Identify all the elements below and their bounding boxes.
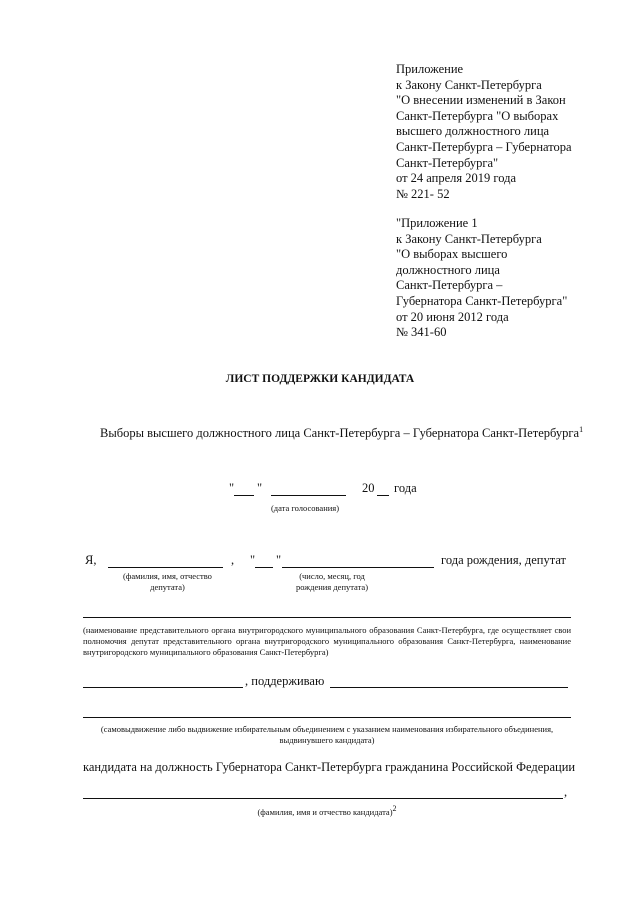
date-year-suffix: года [394, 481, 417, 495]
appendix-line: Санкт-Петербурга – Губернатора [396, 139, 572, 154]
candidate-end-comma: , [564, 785, 568, 799]
date-quote-close: " [257, 481, 263, 495]
deputy-name-field[interactable] [108, 567, 223, 568]
comma: , [231, 553, 235, 567]
birth-quote-open: " [250, 553, 256, 567]
date-year-prefix: 20 [362, 481, 375, 495]
nomination-caption: (самовыдвижение либо выдвижение избирательным объединением с указанием наименования избирательного объединения, выдвинувшего кандидата) [100, 724, 554, 745]
appendix1-line: Губернатора Санкт-Петербурга" [396, 293, 568, 308]
candidate-name-field[interactable] [83, 798, 563, 799]
candidate-caption [83, 803, 571, 818]
date-month-field[interactable] [271, 495, 346, 496]
birth-quote-close: " [276, 553, 282, 567]
birth-suffix: года рождения, депутат [441, 553, 566, 567]
elections-text: Выборы высшего должностного лица Санкт-Петербурга – Губернатора Санкт-Петербурга [100, 426, 580, 441]
appendix-line: № 221- 52 [396, 186, 450, 201]
candidate-caption-text: (фамилия, имя и отчество кандидата) [257, 806, 393, 817]
ya-label: Я, [85, 553, 97, 567]
form-title: ЛИСТ ПОДДЕРЖКИ КАНДИДАТА [225, 373, 415, 385]
appendix1-line: должностного лица [396, 262, 500, 277]
fio-deputy-caption: (фамилия, имя, отчество депутата) [123, 571, 212, 592]
appendix1-line: к Закону Санкт-Петербурга [396, 231, 542, 246]
date-quote-open: " [229, 481, 235, 495]
appendix-line: от 24 апреля 2019 года [396, 171, 517, 186]
appendix-line: "О внесении изменений в Закон [396, 93, 566, 108]
footnote-1: 1 [579, 425, 584, 434]
support-word: , поддерживаю [245, 674, 325, 688]
appendix1-line: "О выборах высшего [396, 247, 508, 262]
birth-caption: (число, месяц, год рождения депутата) [295, 571, 369, 592]
appendix-line: Санкт-Петербурга" [396, 155, 499, 170]
birth-day-field[interactable] [255, 567, 273, 568]
appendix-line: Санкт-Петербурга "О выборах [396, 108, 559, 123]
appendix-line: высшего должностного лица [396, 124, 550, 139]
candidate-line: кандидата на должность Губернатора Санкт-Петербурга гражданина Российской Федерации [83, 760, 576, 774]
body-caption: (наименование представительного органа внутригородского муниципального образования Санкт-Петербурга, где осуществляет свои полномочия депутат представительного органа внутригородского муниципального образования Санкт-Петербурга, наименование внутригородского муниципального образования Санкт-Петербурга) [83, 625, 571, 657]
elections-line [100, 425, 583, 441]
date-year-field[interactable] [377, 495, 389, 496]
footnote-2: 2 [392, 804, 397, 813]
date-caption: (дата голосования) [270, 503, 340, 513]
appendix-block [396, 62, 572, 202]
appendix1-line: № 341-60 [396, 325, 447, 340]
support-field-right[interactable] [330, 687, 568, 688]
body-name-field[interactable] [83, 617, 571, 618]
nomination-field[interactable] [83, 717, 571, 718]
date-day-field[interactable] [234, 495, 254, 496]
appendix1-line: от 20 июня 2012 года [396, 309, 509, 324]
birth-date-field[interactable] [282, 567, 434, 568]
appendix1-line: Санкт-Петербурга – [396, 278, 503, 293]
support-field-left[interactable] [83, 687, 243, 688]
appendix1-block [396, 216, 567, 341]
appendix-line: к Закону Санкт-Петербурга [396, 77, 542, 92]
appendix1-line: "Приложение 1 [396, 216, 478, 230]
appendix-line: Приложение [396, 62, 464, 76]
